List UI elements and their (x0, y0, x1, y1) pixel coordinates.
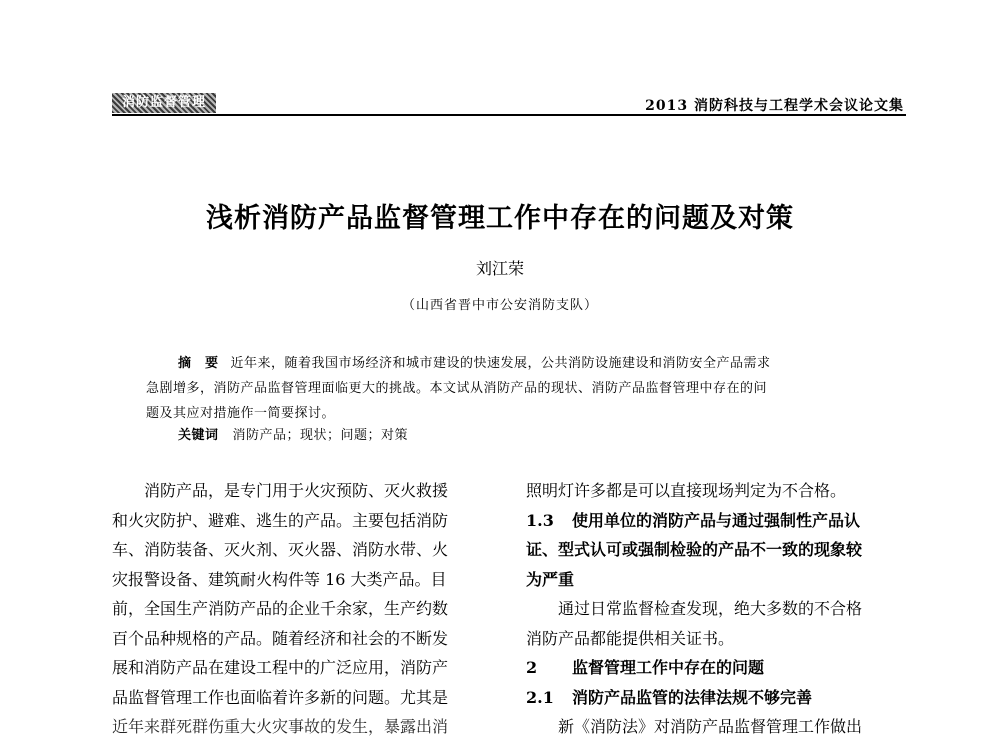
body-right-column (526, 476, 906, 742)
heading-text: 监督管理工作中存在的问题 (572, 658, 765, 677)
heading-text: 消防产品监管的法律法规不够完善 (572, 687, 813, 707)
keywords (178, 424, 408, 443)
body-line: 品监督管理工作也面临着许多新的问题。尤其是 (112, 687, 449, 707)
abstract-line: 急剧增多，消防产品监督管理面临更大的挑战。本文试从消防产品的现状、消防产品监督管理中存在的问 (146, 381, 768, 396)
section-label: 消防监督管理 (112, 93, 216, 113)
abstract-line: 题及其应对措施作一简要探讨。 (146, 406, 336, 421)
body-line: 通过日常监督检查发现，绝大多数的不合格 (558, 599, 863, 618)
body-line: 灾报警设备、建筑耐火构件等 16 大类产品。目 (112, 569, 447, 589)
body-line: 百个品种规格的产品。随着经济和社会的不断发 (112, 628, 449, 648)
heading-number: 2.1 (526, 687, 554, 707)
keywords-head: 关键词 (178, 428, 219, 443)
section-heading-1-3 (526, 506, 906, 536)
body-line: 照明灯许多都是可以直接现场判定为不合格。 (526, 481, 847, 500)
body-line: 新《消防法》对消防产品监督管理工作做出 (558, 717, 863, 736)
body-line: 消防产品，是专门用于火灾预防、灭火救援 (144, 481, 449, 500)
section-heading-2-1 (526, 683, 906, 713)
paper-title: 浅析消防产品监督管理工作中存在的问题及对策 (206, 203, 794, 234)
journal-title: 2013 消防科技与工程学术会议论文集 (645, 98, 904, 114)
heading-number: 2 (526, 658, 538, 677)
body-left-column (112, 476, 490, 742)
abstract-text: 近年来，随着我国市场经济和城市建设的快速发展，公共消防设施建设和消防安全产品需求 (230, 356, 771, 371)
abstract-line (146, 351, 882, 376)
keywords-text: 消防产品；现状；问题；对策 (232, 428, 409, 443)
section-heading-2 (526, 653, 906, 683)
section-heading-1-3-cont: 为严重 (526, 569, 575, 589)
body-line: 车、消防装备、灭火剂、灭火器、消防水带、火 (112, 540, 449, 559)
body-line: 前，全国生产消防产品的企业千余家，生产约数 (112, 599, 449, 618)
heading-number: 1.3 (526, 510, 554, 530)
section-heading-1-3-cont: 证、型式认可或强制检验的产品不一致的现象较 (526, 540, 863, 559)
body-line: 近年来群死群伤重大火灾事故的发生，暴露出消 (112, 717, 449, 736)
abstract-head: 摘 要 (178, 356, 219, 371)
body-line: 展和消防产品在建设工程中的广泛应用，消防产 (112, 658, 449, 677)
abstract (146, 351, 882, 426)
heading-text: 使用单位的消防产品与通过强制性产品认 (572, 510, 861, 530)
paper-author: 刘江荣 (475, 259, 524, 278)
body-line: 消防产品都能提供相关证书。 (526, 628, 735, 648)
paper-affiliation: （山西省晋中市公安消防支队） (401, 298, 598, 313)
body-line: 和火灾防护、避难、逃生的产品。主要包括消防 (112, 510, 449, 530)
header-rule (112, 114, 906, 116)
